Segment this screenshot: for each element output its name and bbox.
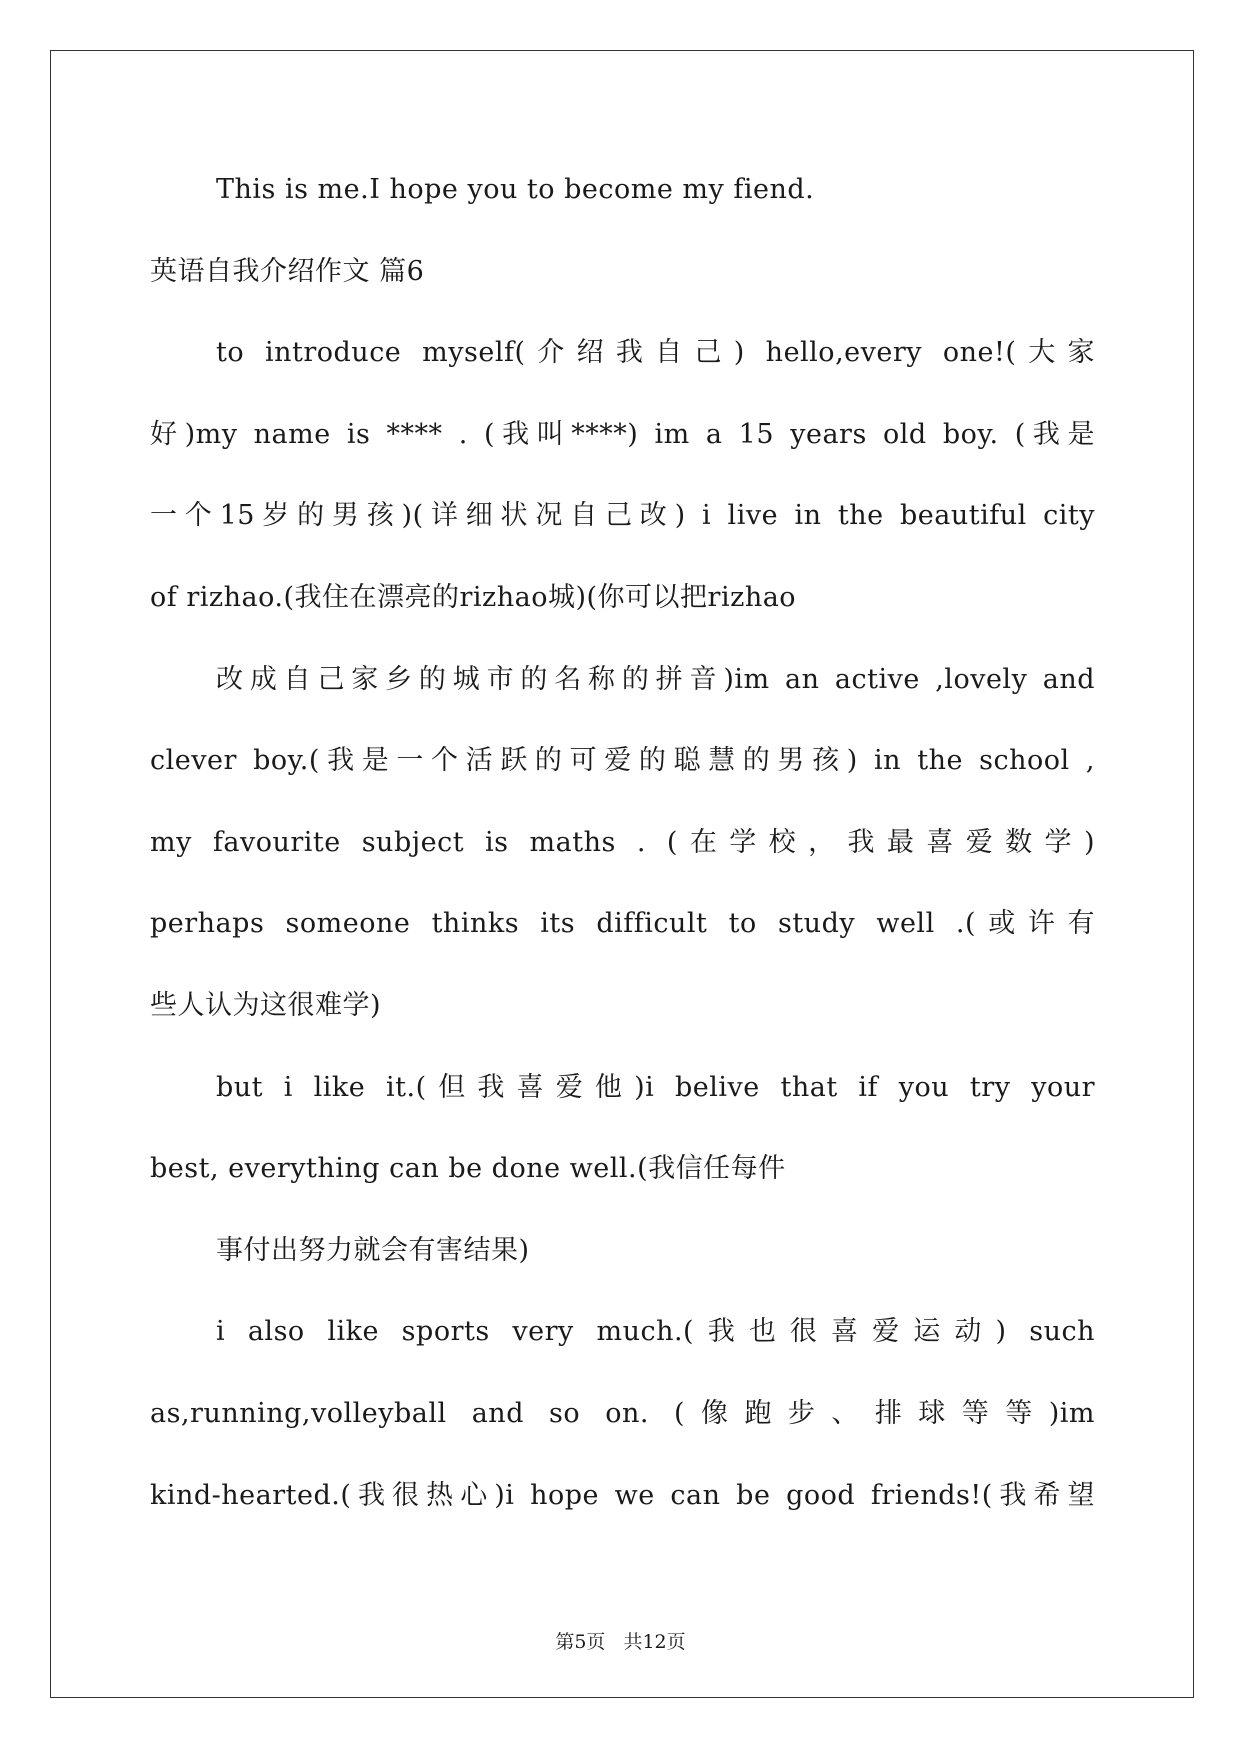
- paragraph-line: 好)my name is **** . (我叫****) im a 15 years old boy. (我是: [150, 418, 1095, 450]
- paragraph-line: clever boy.(我是一个活跃的可爱的聪慧的男孩) in the school ,: [150, 745, 1095, 777]
- paragraph-line: 一个15岁的男孩)(详细状况自己改) i live in the beautiful city: [150, 500, 1095, 532]
- paragraph-line: 事付出努力就会有害结果): [216, 1234, 530, 1266]
- paragraph-line: as,running,volleyball and so on. (像跑步、排球等等)im: [150, 1397, 1095, 1429]
- page-total: 共12页: [623, 1631, 686, 1653]
- section-heading: 英语自我介绍作文 篇6: [150, 255, 425, 287]
- paragraph-line: 改成自己家乡的城市的名称的拼音)im an active ,lovely and: [216, 663, 1095, 695]
- paragraph-line: but i like it.(但我喜爱他)i belive that if you try your: [216, 1071, 1095, 1103]
- paragraph-line: kind-hearted.(我很热心)i hope we can be good friends!(我希望: [150, 1479, 1095, 1511]
- paragraph-line: 些人认为这很难学): [150, 989, 382, 1021]
- page-number: 第5页: [555, 1631, 606, 1653]
- paragraph-line: This is me.I hope you to become my fiend.: [216, 174, 815, 205]
- paragraph-line: to introduce myself(介绍我自己) hello,every one!(大家: [216, 337, 1095, 369]
- paragraph-line: best, everything can be done well.(我信任每件: [150, 1153, 786, 1185]
- paragraph-line: of rizhao.(我住在漂亮的rizhao城)(你可以把rizhao: [150, 581, 797, 613]
- page-footer: [0, 1627, 1241, 1654]
- document-body: [150, 165, 1095, 1552]
- paragraph-line: my favourite subject is maths . (在学校，我最喜爱数学): [150, 826, 1095, 858]
- paragraph-line: perhaps someone thinks its difficult to study well .(或许有: [150, 908, 1095, 940]
- paragraph-line: i also like sports very much.(我也很喜爱运动) such: [216, 1316, 1095, 1348]
